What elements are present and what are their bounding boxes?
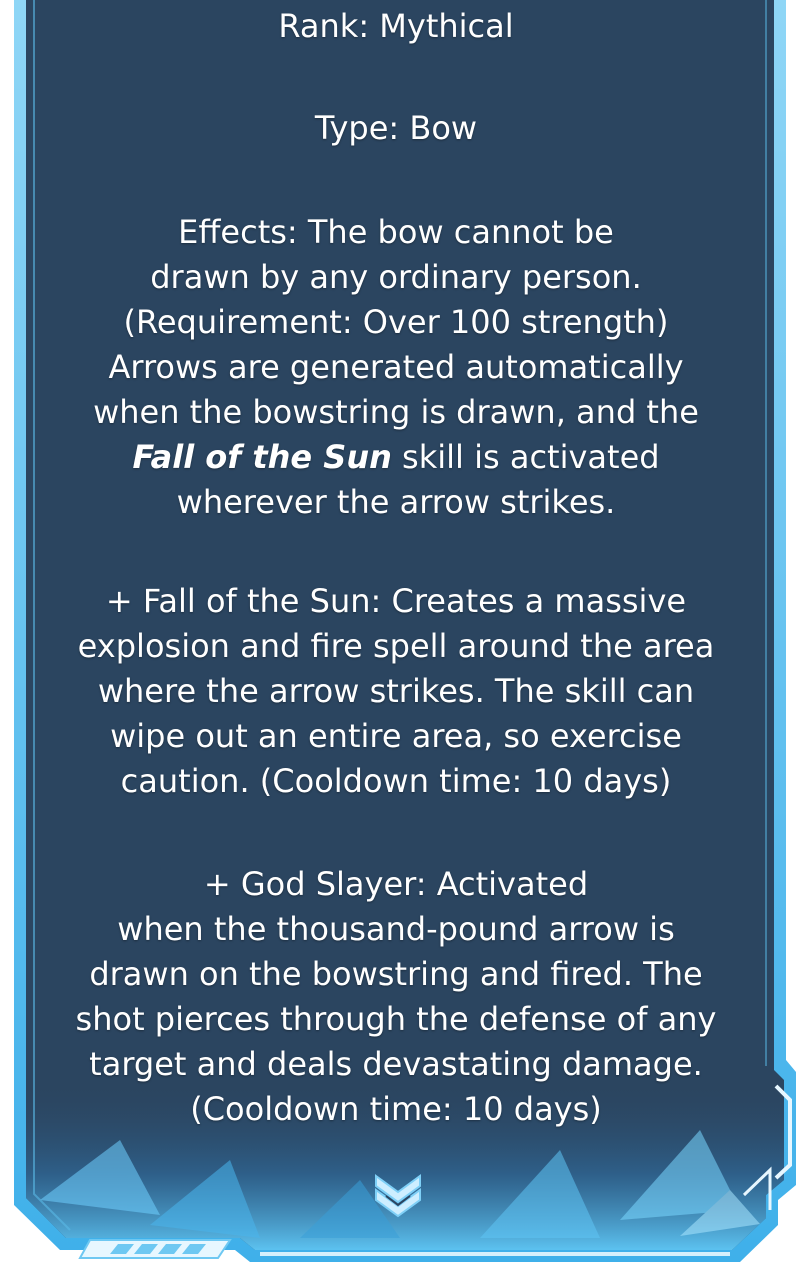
effects-skill-tail: skill is activated: [391, 438, 660, 476]
effects-line: Effects: The bow cannot be: [178, 213, 614, 251]
item-effects: [40, 210, 752, 525]
skill-line: caution. (Cooldown time: 10 days): [120, 762, 672, 800]
skill-name-highlight: Fall of the Sun: [132, 438, 392, 476]
skill-line: (Cooldown time: 10 days): [190, 1090, 602, 1128]
frame-tab-left: [80, 1240, 230, 1258]
skill-line: when the thousand-pound arrow is: [117, 910, 675, 948]
item-rank: Rank: Mythical: [278, 7, 514, 45]
skill-line: where the arrow strikes. The skill can: [97, 672, 695, 710]
skill-god-slayer: [40, 862, 752, 1132]
skill-line: shot pierces through the defense of any: [75, 1000, 717, 1038]
skill-line: explosion and fire spell around the area: [77, 627, 715, 665]
effects-line: Arrows are generated automatically: [108, 348, 684, 386]
effects-line: (Requirement: Over 100 strength): [123, 303, 669, 341]
effects-line: drawn by any ordinary person.: [150, 258, 642, 296]
skill-fall-of-the-sun: [40, 579, 752, 804]
chevron-down-icon[interactable]: [372, 1170, 424, 1222]
skill-line: drawn on the bowstring and fired. The: [89, 955, 703, 993]
effects-line: [40, 435, 752, 480]
skill-line: + God Slayer: Activated: [203, 865, 589, 903]
skill-line: wipe out an entire area, so exercise: [110, 717, 682, 755]
effects-line: wherever the arrow strikes.: [176, 483, 616, 521]
skill-line: target and deals devastating damage.: [89, 1045, 703, 1083]
skill-line: + Fall of the Sun: Creates a massive: [105, 582, 687, 620]
item-type: Type: Bow: [314, 109, 478, 147]
effects-line: when the bowstring is drawn, and the: [93, 393, 699, 431]
